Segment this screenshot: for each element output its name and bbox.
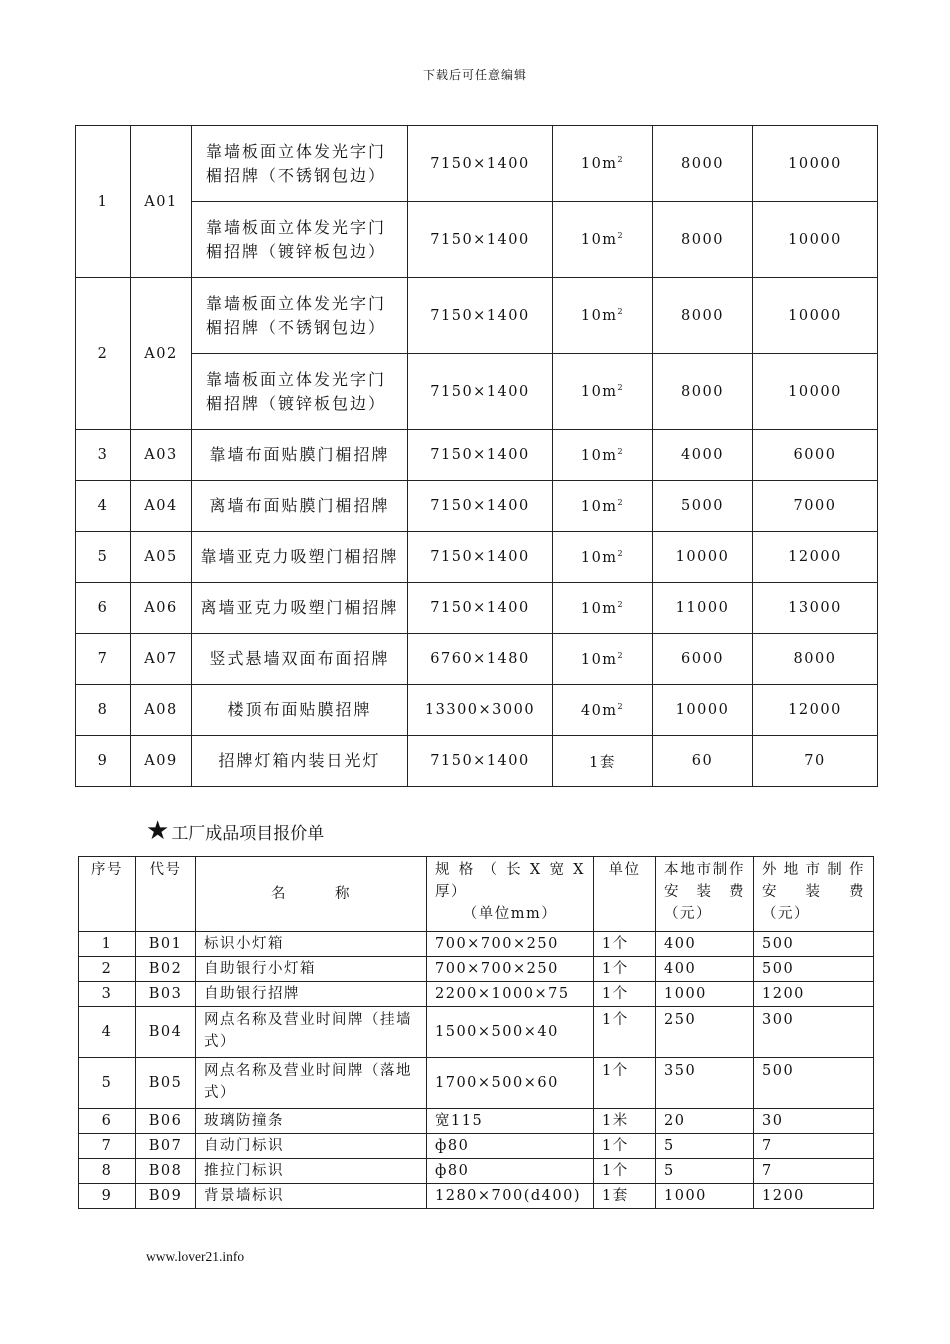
row-unit: 1个 (594, 957, 656, 982)
header-spec-line1: 规格（长X宽X (435, 862, 585, 878)
row-number: 5 (76, 532, 131, 583)
row-code: A02 (131, 278, 192, 430)
section-title-text: 工厂成品项目报价单 (171, 823, 325, 844)
row-unit: $10m^2$ (553, 481, 653, 532)
star-icon: ★ (146, 816, 170, 846)
row-name: 竖式悬墙双面布面招牌 (192, 634, 408, 685)
row-unit: 1套 (553, 736, 653, 787)
row-code: A06 (131, 583, 192, 634)
row-code: B09 (136, 1184, 196, 1209)
row-code: A08 (131, 685, 192, 736)
row-code: B08 (136, 1159, 196, 1184)
row-other-price: 500 (754, 1058, 874, 1109)
table-row (76, 481, 878, 532)
row-unit: 1个 (594, 1007, 656, 1058)
row-local-price: 10000 (653, 685, 753, 736)
row-name: 自助银行小灯箱 (196, 957, 427, 982)
row-code: B04 (136, 1007, 196, 1058)
table-row (79, 957, 874, 982)
table-row (76, 532, 878, 583)
row-local-price: 1000 (656, 1184, 754, 1209)
header-no: 序号 (79, 857, 136, 932)
row-local-price: 350 (656, 1058, 754, 1109)
row-spec: 7150×1400 (408, 354, 553, 430)
row-local-price: 8000 (653, 354, 753, 430)
row-other-price: 7 (754, 1134, 874, 1159)
row-local-price: 20 (656, 1109, 754, 1134)
row-other-price: 12000 (753, 685, 878, 736)
row-name: 标识小灯箱 (196, 932, 427, 957)
row-code: A03 (131, 430, 192, 481)
row-code: B07 (136, 1134, 196, 1159)
row-code: A04 (131, 481, 192, 532)
row-number: 4 (79, 1007, 136, 1058)
row-local-price: 5000 (653, 481, 753, 532)
row-spec: 6760×1480 (408, 634, 553, 685)
row-name: 网点名称及营业时间牌（挂墙式） (196, 1007, 427, 1058)
row-number: 8 (76, 685, 131, 736)
header-code: 代号 (136, 857, 196, 932)
header-other-line3: （元） (762, 906, 810, 922)
table-row (79, 1109, 874, 1134)
row-other-price: 13000 (753, 583, 878, 634)
row-local-price: 8000 (653, 126, 753, 202)
table-row (76, 634, 878, 685)
header-other (754, 857, 874, 932)
row-name: 玻璃防撞条 (196, 1109, 427, 1134)
row-spec: 13300×3000 (408, 685, 553, 736)
row-name: 招牌灯箱内装日光灯 (192, 736, 408, 787)
header-note: 下载后可任意编辑 (422, 68, 527, 82)
row-spec: 7150×1400 (408, 430, 553, 481)
row-unit: 1套 (594, 1184, 656, 1209)
table-row (79, 982, 874, 1007)
section-title (146, 818, 324, 844)
header-local (656, 857, 754, 932)
row-unit: 1个 (594, 932, 656, 957)
table-header-row (79, 857, 874, 932)
table-row (76, 685, 878, 736)
row-code: B06 (136, 1109, 196, 1134)
signboard-price-table (75, 125, 878, 787)
header-local-line1: 本地市制作 (664, 862, 745, 878)
row-spec: 700×700×250 (427, 932, 594, 957)
row-spec: 7150×1400 (408, 278, 553, 354)
row-number: 2 (76, 278, 131, 430)
row-local-price: 4000 (653, 430, 753, 481)
row-other-price: 7 (754, 1159, 874, 1184)
row-other-price: 12000 (753, 532, 878, 583)
row-number: 1 (79, 932, 136, 957)
table-row (76, 278, 878, 354)
row-local-price: 400 (656, 932, 754, 957)
row-unit: $40m^2$ (553, 685, 653, 736)
row-local-price: 8000 (653, 278, 753, 354)
table-row (79, 1184, 874, 1209)
row-unit: 1个 (594, 1159, 656, 1184)
row-local-price: 6000 (653, 634, 753, 685)
row-other-price: 7000 (753, 481, 878, 532)
row-local-price: 1000 (656, 982, 754, 1007)
factory-product-price-table (78, 856, 874, 1209)
row-local-price: 400 (656, 957, 754, 982)
row-name: 靠墙布面贴膜门楣招牌 (192, 430, 408, 481)
row-code: B03 (136, 982, 196, 1007)
row-name: 靠墙板面立体发光字门楣招牌（不锈钢包边） (192, 126, 408, 202)
table-row (76, 736, 878, 787)
row-name: 离墙布面贴膜门楣招牌 (192, 481, 408, 532)
row-spec: ф80 (427, 1159, 594, 1184)
table-row (76, 430, 878, 481)
table-row (79, 1134, 874, 1159)
table-row (76, 583, 878, 634)
row-number: 4 (76, 481, 131, 532)
header-local-line2: 安装费 (664, 884, 745, 900)
row-other-price: 10000 (753, 278, 878, 354)
row-number: 3 (76, 430, 131, 481)
row-unit: $10m^2$ (553, 126, 653, 202)
row-other-price: 1200 (754, 1184, 874, 1209)
row-code: A05 (131, 532, 192, 583)
row-code: A01 (131, 126, 192, 278)
row-local-price: 8000 (653, 202, 753, 278)
row-other-price: 500 (754, 957, 874, 982)
row-number: 7 (79, 1134, 136, 1159)
row-other-price: 300 (754, 1007, 874, 1058)
row-unit: $10m^2$ (553, 430, 653, 481)
row-unit: 1个 (594, 1134, 656, 1159)
row-spec: 7150×1400 (408, 126, 553, 202)
row-unit: 1个 (594, 1058, 656, 1109)
row-other-price: 70 (753, 736, 878, 787)
row-spec: 7150×1400 (408, 736, 553, 787)
row-unit: 1个 (594, 982, 656, 1007)
row-other-price: 500 (754, 932, 874, 957)
row-number: 3 (79, 982, 136, 1007)
row-other-price: 10000 (753, 202, 878, 278)
header-spec-line3: （单位mm） (462, 906, 558, 922)
row-local-price: 5 (656, 1134, 754, 1159)
row-spec: 7150×1400 (408, 532, 553, 583)
row-other-price: 6000 (753, 430, 878, 481)
row-name: 自动门标识 (196, 1134, 427, 1159)
row-unit: 1米 (594, 1109, 656, 1134)
row-other-price: 30 (754, 1109, 874, 1134)
row-code: B05 (136, 1058, 196, 1109)
table-row (79, 1058, 874, 1109)
row-name: 自助银行招牌 (196, 982, 427, 1007)
header-spec-line2: 厚） (435, 884, 467, 900)
row-other-price: 8000 (753, 634, 878, 685)
row-local-price: 11000 (653, 583, 753, 634)
row-number: 2 (79, 957, 136, 982)
row-spec: 1700×500×60 (427, 1058, 594, 1109)
footer-url: www.lover21.info (146, 1249, 245, 1264)
row-name: 楼顶布面贴膜招牌 (192, 685, 408, 736)
row-other-price: 10000 (753, 126, 878, 202)
row-spec: ф80 (427, 1134, 594, 1159)
row-number: 6 (76, 583, 131, 634)
row-unit: $10m^2$ (553, 354, 653, 430)
row-unit: $10m^2$ (553, 532, 653, 583)
row-spec: 2200×1000×75 (427, 982, 594, 1007)
row-spec: 7150×1400 (408, 583, 553, 634)
row-number: 6 (79, 1109, 136, 1134)
row-spec: 宽115 (427, 1109, 594, 1134)
table-row (79, 932, 874, 957)
header-spec (427, 857, 594, 932)
row-other-price: 1200 (754, 982, 874, 1007)
header-other-line1: 外地市制作 (762, 862, 865, 878)
table-row (76, 202, 878, 278)
row-code: B02 (136, 957, 196, 982)
row-name: 靠墙板面立体发光字门楣招牌（镀锌板包边） (192, 354, 408, 430)
table-row (79, 1159, 874, 1184)
header-other-line2: 安装费 (762, 884, 865, 900)
row-name: 靠墙板面立体发光字门楣招牌（不锈钢包边） (192, 278, 408, 354)
row-name: 靠墙亚克力吸塑门楣招牌 (192, 532, 408, 583)
table-row (76, 354, 878, 430)
row-name: 网点名称及营业时间牌（落地式） (196, 1058, 427, 1109)
row-number: 1 (76, 126, 131, 278)
row-number: 8 (79, 1159, 136, 1184)
header-unit: 单位 (594, 857, 656, 932)
row-number: 9 (76, 736, 131, 787)
row-spec: 1280×700(d400) (427, 1184, 594, 1209)
row-number: 7 (76, 634, 131, 685)
header-local-line3: （元） (664, 906, 712, 922)
row-spec: 7150×1400 (408, 202, 553, 278)
row-number: 5 (79, 1058, 136, 1109)
row-name: 背景墙标识 (196, 1184, 427, 1209)
row-unit: $10m^2$ (553, 583, 653, 634)
header-name: 名 称 (196, 857, 427, 932)
row-name: 离墙亚克力吸塑门楣招牌 (192, 583, 408, 634)
row-spec: 700×700×250 (427, 957, 594, 982)
row-code: A07 (131, 634, 192, 685)
table-row (79, 1007, 874, 1058)
row-local-price: 5 (656, 1159, 754, 1184)
row-name: 推拉门标识 (196, 1159, 427, 1184)
row-code: A09 (131, 736, 192, 787)
row-code: B01 (136, 932, 196, 957)
row-unit: $10m^2$ (553, 202, 653, 278)
row-local-price: 60 (653, 736, 753, 787)
table-row (76, 126, 878, 202)
row-other-price: 10000 (753, 354, 878, 430)
row-spec: 1500×500×40 (427, 1007, 594, 1058)
row-unit: $10m^2$ (553, 634, 653, 685)
row-name: 靠墙板面立体发光字门楣招牌（镀锌板包边） (192, 202, 408, 278)
row-spec: 7150×1400 (408, 481, 553, 532)
row-local-price: 250 (656, 1007, 754, 1058)
row-local-price: 10000 (653, 532, 753, 583)
row-unit: $10m^2$ (553, 278, 653, 354)
row-number: 9 (79, 1184, 136, 1209)
